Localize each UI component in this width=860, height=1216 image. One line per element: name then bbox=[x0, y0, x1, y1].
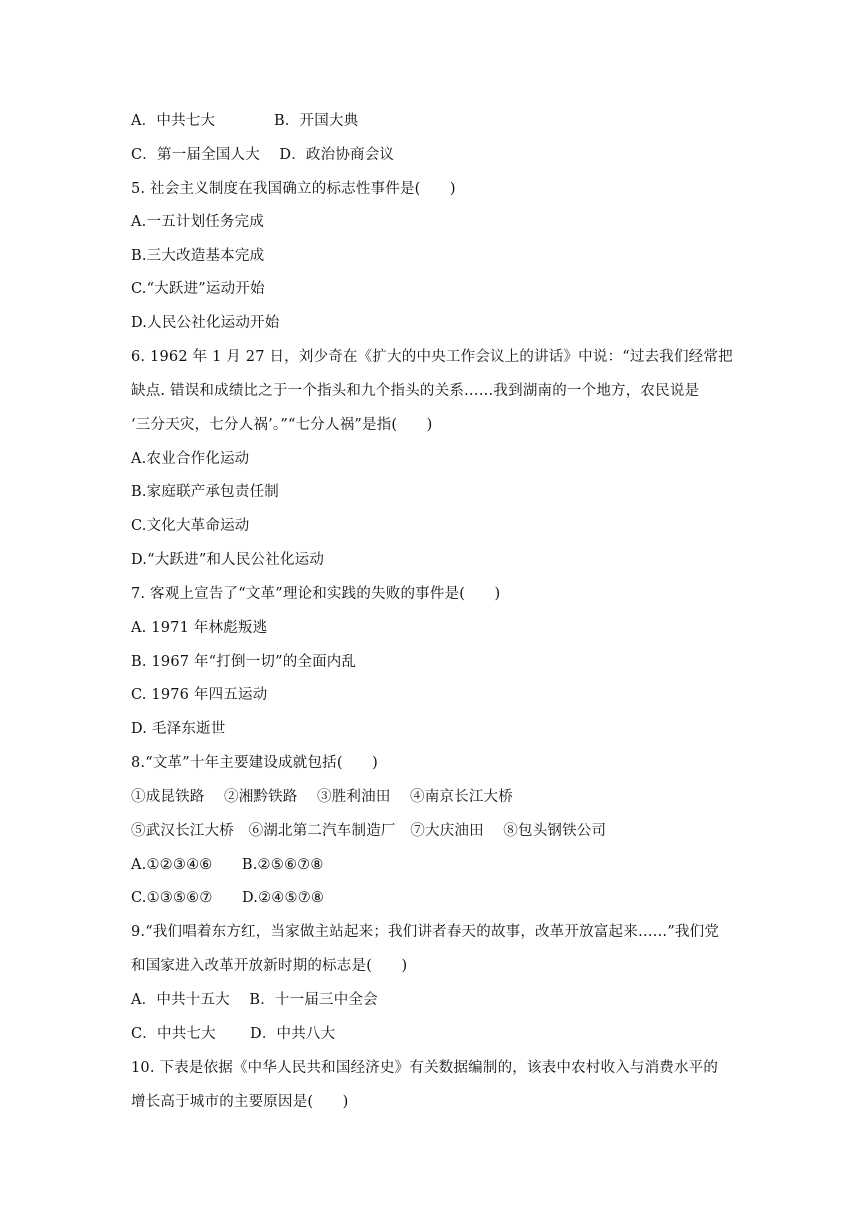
q9-stem-line-1: 9.“我们唱着东方红，当家做主站起来；我们讲者春天的故事，改革开放富起来……”我们党 bbox=[131, 924, 720, 940]
q6-option-a: A.农业合作化运动 bbox=[131, 451, 250, 467]
q7-option-d: D. 毛泽东逝世 bbox=[131, 721, 226, 737]
q10-stem-line-2: 增长高于城市的主要原因是( ) bbox=[131, 1094, 349, 1110]
q6-option-b: B.家庭联产承包责任制 bbox=[131, 484, 279, 500]
q6-stem-line-3: ‘三分天灾，七分人祸’。”“七分人祸”是指( ) bbox=[131, 417, 433, 433]
q7-option-a: A. 1971 年林彪叛逃 bbox=[131, 620, 268, 636]
q5-option-c: C.“大跃进”运动开始 bbox=[131, 281, 265, 297]
q8-items-line-1: ①成昆铁路 ②湘黔铁路 ③胜利油田 ④南京长江大桥 bbox=[131, 789, 513, 805]
q6-stem-line-2: 缺点. 错误和成绩比之于一个指头和九个指头的关系……我到湖南的一个地方，农民说是 bbox=[131, 383, 700, 399]
q6-option-d: D.“大跃进”和人民公社化运动 bbox=[131, 552, 325, 568]
q5-option-a: A.一五计划任务完成 bbox=[131, 214, 265, 230]
q8-options-ab: A.①②③④⑥ B.②⑤⑥⑦⑧ bbox=[131, 857, 324, 873]
q4-options-ab: A．中共七大 B．开国大典 bbox=[131, 113, 359, 129]
q10-stem-line-1: 10. 下表是依据《中华人民共和国经济史》有关数据编制的，该表中农村收入与消费水平的 bbox=[131, 1060, 719, 1076]
q8-stem: 8.“文革”十年主要建设成就包括( ) bbox=[131, 755, 378, 771]
q5-option-d: D.人民公社化运动开始 bbox=[131, 315, 280, 331]
q4-options-cd: C．第一届全国人大 D．政治协商会议 bbox=[131, 147, 395, 163]
q9-options-ab: A．中共十五大 B．十一届三中全会 bbox=[131, 992, 378, 1008]
q7-option-b: B. 1967 年“打倒一切”的全面内乱 bbox=[131, 654, 357, 670]
q9-stem-line-2: 和国家进入改革开放新时期的标志是( ) bbox=[131, 958, 408, 974]
q9-options-cd: C．中共七大 D．中共八大 bbox=[131, 1026, 336, 1042]
q7-option-c: C. 1976 年四五运动 bbox=[131, 687, 268, 703]
q8-options-cd: C.①③⑤⑥⑦ D.②④⑤⑦⑧ bbox=[131, 890, 325, 906]
q7-stem: 7. 客观上宣告了“文革”理论和实践的失败的事件是( ) bbox=[131, 586, 501, 602]
q8-items-line-2: ⑤武汉长江大桥 ⑥湖北第二汽车制造厂 ⑦大庆油田 ⑧包头钢铁公司 bbox=[131, 823, 607, 839]
q6-option-c: C.文化大革命运动 bbox=[131, 518, 250, 534]
q5-stem: 5. 社会主义制度在我国确立的标志性事件是( ) bbox=[131, 181, 456, 197]
q5-option-b: B.三大改造基本完成 bbox=[131, 248, 265, 264]
q6-stem-line-1: 6. 1962 年 1 月 27 日，刘少奇在《扩大的中央工作会议上的讲话》中说：“过去我们经常把 bbox=[131, 349, 733, 365]
